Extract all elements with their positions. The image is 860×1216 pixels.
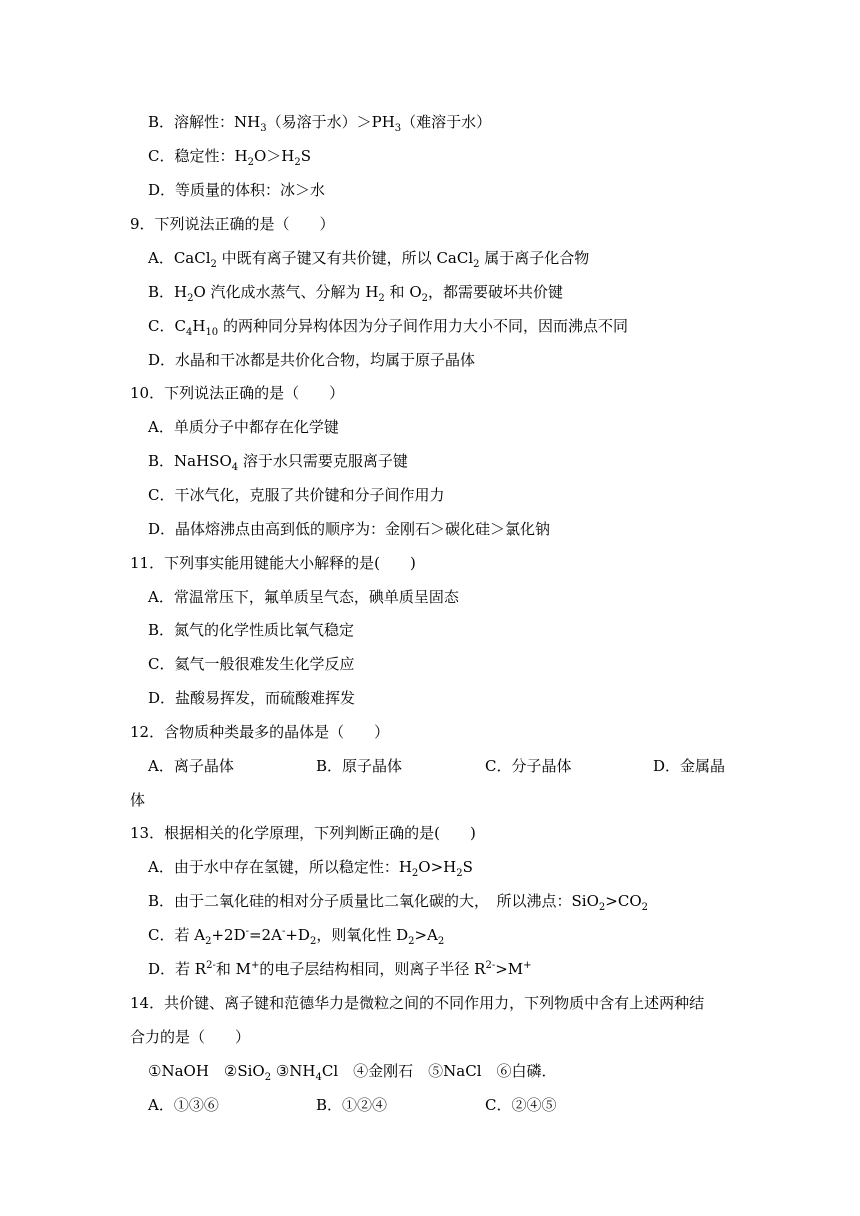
text-run: B．溶解性：NH	[148, 113, 261, 131]
text-run: 13．根据相关的化学原理，下列判断正确的是( )	[130, 824, 476, 842]
answer-option	[148, 654, 354, 674]
text-run: >M	[495, 960, 524, 978]
text-run: C．氦气一般很难发生化学反应	[148, 655, 355, 673]
text-run: B．NaHSO	[148, 452, 232, 470]
answer-option	[148, 688, 355, 708]
text-run: 中既有离子键又有共价键，所以 CaCl	[216, 249, 474, 267]
text-run: C．干冰气化，克服了共价键和分子间作用力	[148, 486, 445, 504]
text-run: （易溶于水）＞PH	[266, 113, 395, 131]
text-run: 2	[210, 259, 217, 270]
continued-text	[130, 790, 145, 810]
option-cell	[316, 1095, 387, 1115]
text-run: 和 O	[384, 283, 422, 301]
option-cell	[148, 756, 234, 776]
text-run: 2	[309, 936, 317, 947]
text-run: A．由于水中存在氢键，所以稳定性：H	[148, 858, 412, 876]
text-run: 10	[205, 327, 219, 338]
text-run: O＞H	[253, 147, 295, 165]
text-run: B．①②④	[316, 1096, 388, 1114]
text-run: 体	[130, 791, 146, 809]
answer-option	[148, 587, 459, 607]
answer-option	[148, 519, 550, 539]
text-run: ，都需要破坏共价键	[428, 283, 564, 301]
answer-option	[148, 620, 354, 640]
answer-option	[148, 857, 473, 877]
answer-option	[148, 451, 408, 471]
text-run: 9．下列说法正确的是（ ）	[130, 215, 335, 233]
text-run: S	[300, 147, 311, 165]
question-stem	[130, 993, 704, 1013]
text-run: 的电子层结构相同，则离子半径 R	[259, 960, 486, 978]
answer-option	[148, 417, 339, 437]
text-run: 2	[408, 936, 415, 947]
option-cell	[148, 1095, 219, 1115]
text-run: D．若 R	[148, 960, 207, 978]
option-cell	[316, 756, 402, 776]
text-run: 2-	[206, 960, 216, 971]
text-run: C．C	[148, 317, 186, 335]
question-stem	[130, 722, 389, 742]
text-run: B．H	[148, 283, 188, 301]
text-run: ，则氧化性 D	[316, 926, 409, 944]
text-run: 4	[315, 1072, 322, 1083]
text-run: H	[192, 317, 206, 335]
text-run: 2	[247, 157, 254, 168]
question-stem	[130, 823, 476, 843]
text-run: A．CaCl	[148, 249, 211, 267]
answer-option	[148, 146, 311, 166]
text-run: C．②④⑤	[485, 1096, 557, 1114]
text-run: 2	[378, 293, 385, 304]
text-run: S	[462, 858, 473, 876]
text-run: 4	[185, 327, 193, 338]
text-run: +2D	[211, 926, 246, 944]
text-run: 的两种同分异构体因为分子间作用力大小不同，因而沸点不同	[218, 317, 628, 335]
text-run: D．盐酸易挥发，而硫酸难挥发	[148, 689, 356, 707]
text-run: A．离子晶体	[148, 757, 234, 775]
answer-option	[148, 180, 325, 200]
text-run: 2	[473, 259, 480, 270]
text-run: C．分子晶体	[485, 757, 572, 775]
answer-option	[148, 891, 648, 911]
answer-option	[148, 925, 444, 945]
text-run: 2-	[485, 960, 496, 971]
text-run: 3	[394, 123, 402, 134]
text-run: B．由于二氧化硅的相对分子质量比二氧化碳的大， 所以沸点：SiO	[148, 892, 599, 910]
text-run: 14．共价键、离子键和范德华力是微粒之间的不同作用力，下列物质中含有上述两种结	[130, 994, 705, 1012]
text-run: B．氮气的化学性质比氧气稳定	[148, 621, 355, 639]
question-stem	[130, 383, 344, 403]
text-run: Cl ④金刚石 ⑤NaCl ⑥白磷．	[321, 1062, 557, 1080]
question-stem	[130, 214, 335, 234]
text-run: D．等质量的体积：冰＞水	[148, 181, 326, 199]
option-cell	[485, 1095, 556, 1115]
text-run: +D	[285, 926, 310, 944]
text-run: O>H	[418, 858, 457, 876]
answer-option	[148, 1061, 557, 1081]
answer-option	[148, 282, 563, 302]
text-run: 2	[205, 936, 212, 947]
answer-option	[148, 350, 475, 370]
answer-option	[148, 959, 532, 979]
option-cell	[653, 756, 725, 776]
option-cell	[485, 756, 571, 776]
answer-option	[148, 316, 628, 336]
text-run: 12．含物质种类最多的晶体是（ ）	[130, 723, 390, 741]
text-run: A．①③⑥	[148, 1096, 219, 1114]
text-run: 2	[421, 293, 428, 304]
text-run: 和 M	[215, 960, 251, 978]
text-run: 10．下列说法正确的是（ ）	[130, 384, 345, 402]
text-run: 11．下列事实能用键能大小解释的是( )	[130, 554, 416, 572]
text-run: 溶于水只需要克服离子键	[238, 452, 408, 470]
continued-text	[130, 1027, 250, 1047]
text-run: O 汽化成水蒸气、分解为 H	[193, 283, 379, 301]
text-run: 合力的是（ ）	[130, 1028, 251, 1046]
text-run: 3	[260, 123, 267, 134]
text-run: （难溶于水）	[401, 113, 492, 131]
text-run: A．常温常压下，氟单质呈气态，碘单质呈固态	[148, 588, 459, 606]
text-run: =2A	[248, 926, 282, 944]
text-run: 2	[264, 1072, 272, 1083]
text-run: D．晶体熔沸点由高到低的顺序为：金刚石＞碳化硅＞氯化钠	[148, 520, 551, 538]
text-run: B．原子晶体	[316, 757, 403, 775]
text-run: ③NH	[271, 1062, 316, 1080]
text-run: 2	[456, 868, 463, 879]
text-run: >CO	[605, 892, 642, 910]
question-stem	[130, 553, 416, 573]
text-run: -	[245, 926, 249, 937]
text-run: >A	[414, 926, 438, 944]
text-run: C．若 A	[148, 926, 206, 944]
text-run: 2	[641, 902, 648, 913]
text-run: 2	[437, 936, 445, 947]
answer-option	[148, 485, 444, 505]
text-run: D．金属晶	[653, 757, 726, 775]
text-run: 2	[187, 293, 194, 304]
text-run: 4	[231, 462, 239, 473]
text-run: 2	[411, 868, 419, 879]
text-run: C．稳定性：H	[148, 147, 248, 165]
text-run: D．水晶和干冰都是共价化合物，均属于原子晶体	[148, 351, 476, 369]
text-run: -	[281, 926, 286, 937]
text-run: 属于离子化合物	[479, 249, 590, 267]
text-run: 2	[598, 902, 606, 913]
text-run: A．单质分子中都存在化学键	[148, 418, 339, 436]
text-run: ①NaOH ②SiO	[148, 1062, 265, 1080]
text-run: +	[523, 960, 532, 971]
text-run: +	[250, 960, 260, 971]
text-run: 2	[294, 157, 301, 168]
answer-option	[148, 112, 491, 132]
answer-option	[148, 248, 589, 268]
